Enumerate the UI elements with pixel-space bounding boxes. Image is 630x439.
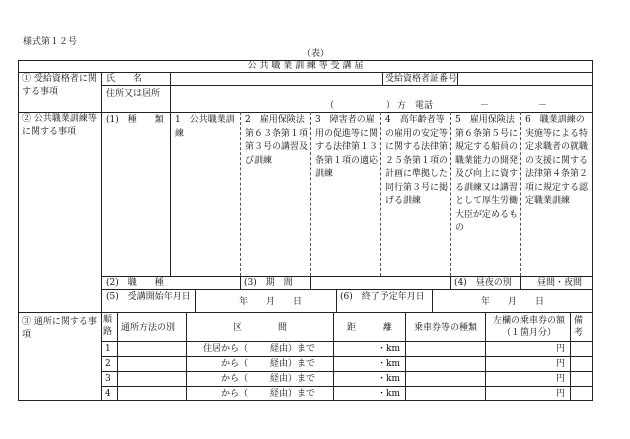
row-number: 3 [105, 374, 111, 384]
row-fare: 円 [556, 389, 566, 399]
row-distance: ・km [377, 344, 400, 354]
cert-number-label: 受給資格者証番号 [385, 74, 458, 84]
period-label: (3) 期 間 [244, 278, 293, 288]
end-date-label: (6) 終了予定年月日 [340, 292, 425, 302]
row-from: 住居から（ [202, 344, 248, 354]
phone-paren-open: （ [325, 101, 335, 111]
row-via: 経由）まで [270, 344, 316, 354]
row-fare: 円 [556, 359, 566, 369]
section3-label: ③ 通所に関する事項 [22, 317, 97, 340]
row-via: 経由）まで [270, 359, 316, 369]
form-number: 様式第１２号 [23, 37, 78, 47]
row-number: 1 [105, 344, 111, 354]
kind-label: (1) 種 類 [106, 115, 164, 125]
day-night-label: (4) 昼夜の別 [454, 278, 512, 288]
row-fare: 円 [556, 344, 566, 354]
row-from: から（ [220, 374, 248, 384]
row-via: 経由）まで [270, 374, 316, 384]
phone-dash-1: － [480, 101, 490, 111]
phone-dash-2: － [538, 101, 548, 111]
row-distance: ・km [377, 374, 400, 384]
end-date-field: 年 月 日 [481, 297, 545, 307]
kind-option-4: 4 高年齢者等の雇用の安定等に関する法律第２５条第１項の計画に準拠した同行第３号に掲げる訓練 [385, 115, 449, 206]
row-from: から（ [220, 389, 248, 399]
header-section: 区 間 [232, 323, 287, 333]
phone-paren-close: ） [386, 101, 396, 111]
header-method: 通所方法の別 [121, 323, 176, 333]
address-label: 住所又は居所 [106, 89, 161, 99]
section1-label: ① 受給資格者に関する事項 [22, 74, 97, 97]
phone-label: 方 電話 [397, 101, 434, 111]
section2-label: ② 公共職業訓練等に関する事項 [22, 114, 97, 137]
kind-option-1: 1 公共職業訓練 [175, 115, 235, 139]
row-from: から（ [220, 359, 248, 369]
table-label: （表） [302, 49, 330, 59]
row-distance: ・km [377, 359, 400, 369]
form-title: 公 共 職 業 訓 練 等 受 講 届 [247, 61, 364, 71]
start-date-label: (5) 受講開始年月日 [106, 292, 191, 302]
header-notes: 備考 [574, 316, 584, 338]
kind-option-6: 6 職業訓練の実施等による特定求職者の就職の支援に関する法律第４条第２項に規定する認定職業訓練 [525, 115, 589, 206]
start-date-field: 年 月 日 [239, 297, 303, 307]
row-number: 4 [105, 389, 111, 399]
row-number: 2 [105, 359, 111, 369]
row-distance: ・km [377, 389, 400, 399]
header-order: 順路 [103, 315, 113, 337]
header-ticket: 乗車券等の種類 [413, 323, 477, 333]
name-label: 氏 名 [106, 74, 143, 84]
kind-option-2: 2 雇用保険法第６３条第１項第３号の講習及び訓練 [245, 115, 309, 166]
header-fare: 左欄の乗車券の額（１箇月分） [492, 316, 565, 338]
row-fare: 円 [556, 374, 566, 384]
header-distance: 距 離 [346, 323, 392, 333]
row-via: 経由）まで [270, 389, 316, 399]
kind-option-3: 3 障害者の雇用の促進等に関する法律第１３条第１項の適応訓練 [315, 115, 379, 179]
job-type-label: (2) 職 種 [106, 278, 164, 288]
day-night-value: 昼間・夜間 [537, 278, 583, 288]
kind-option-5: 5 雇用保険法第６条第５号に規定する船員の職業能力の開発及び向上に資する訓練又は講習として厚生労働大臣が定めるもの [455, 115, 519, 233]
